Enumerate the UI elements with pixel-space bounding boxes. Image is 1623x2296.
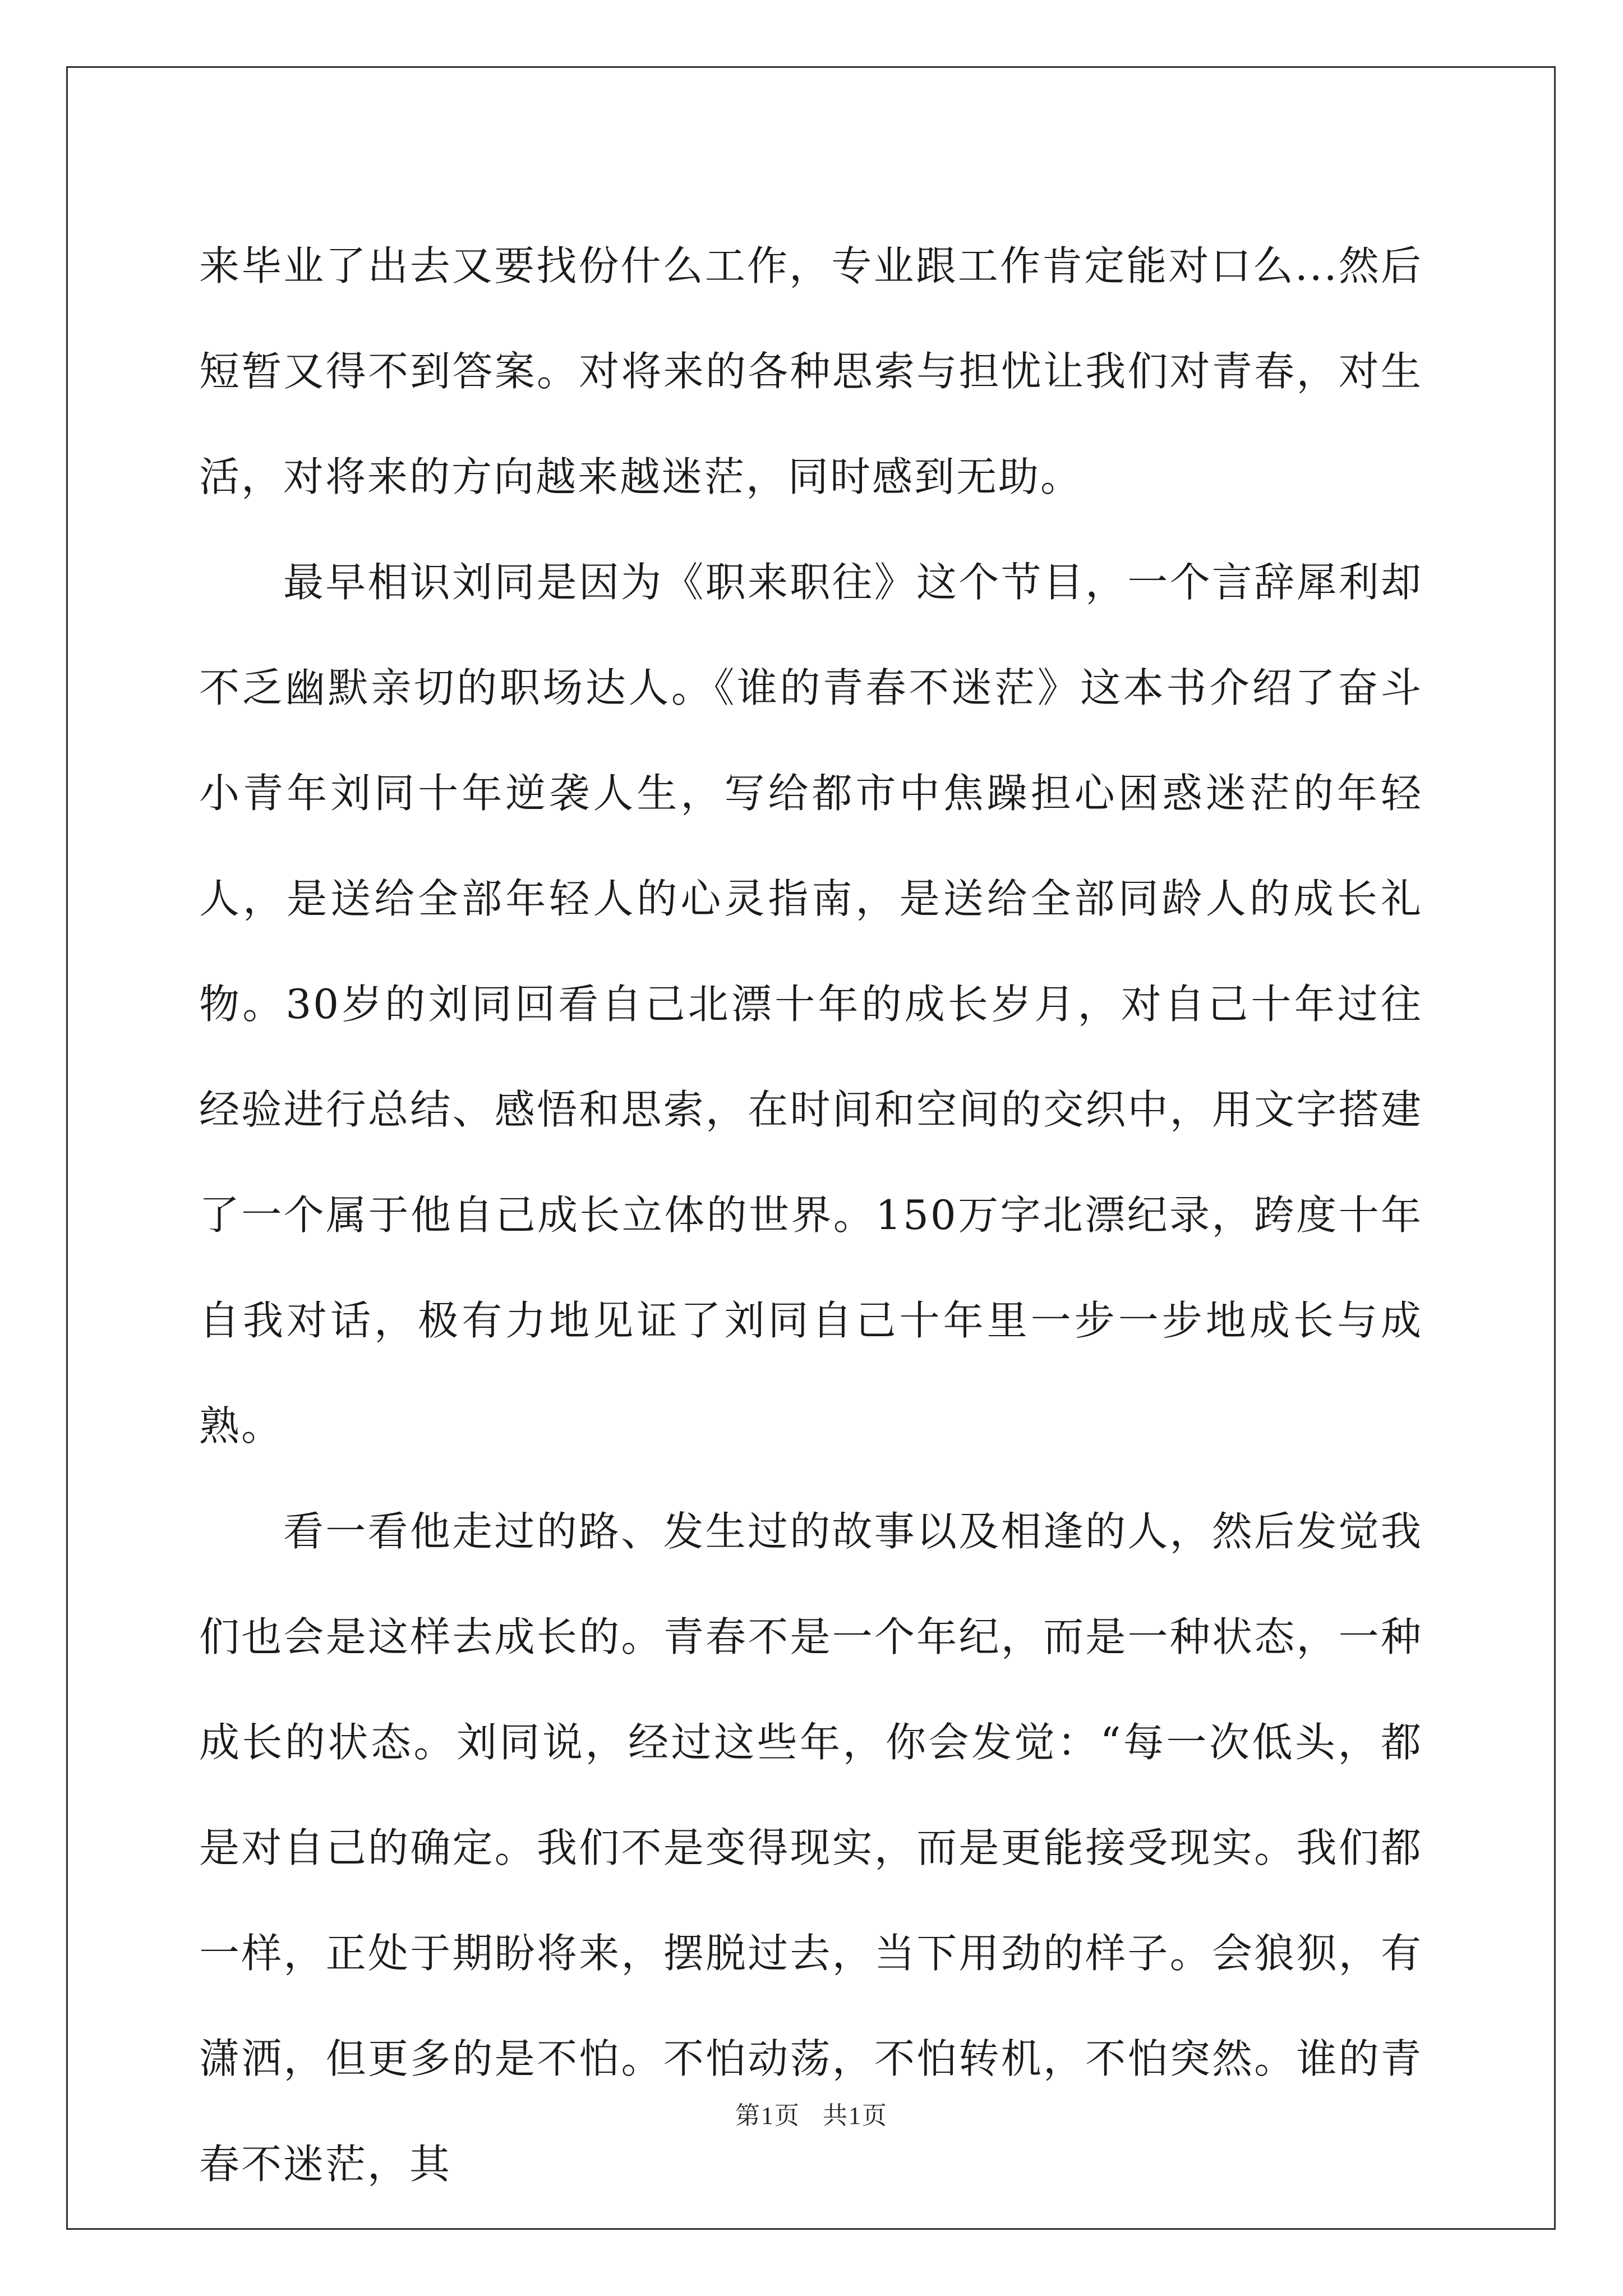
document-body bbox=[199, 213, 1423, 2217]
page-number-total: 共1页 bbox=[823, 2102, 888, 2129]
page-footer bbox=[0, 2095, 1623, 2131]
paragraph-2: 最早相识刘同是因为《职来职往》这个节目，一个言辞犀利却不乏幽默亲切的职场达人。《谁的青春不迷茫》这本书介绍了奋斗小青年刘同十年逆袭人生，写给都市中焦躁担心困惑迷茫的年轻人，是送给全部年轻人的心灵指南，是送给全部同龄人的成长礼物。30岁的刘同回看自己北漂十年的成长岁月，对自己十年过往经验进行总结、感悟和思索，在时间和空间的交织中，用文字搭建了一个属于他自己成长立体的世界。150万字北漂纪录，跨度十年自我对话，极有力地见证了刘同自己十年里一步一步地成长与成熟。 bbox=[199, 559, 1423, 1450]
paragraph-1: 来毕业了出去又要找份什么工作，专业跟工作肯定能对口么...然后短暂又得不到答案。对将来的各种思索与担忧让我们对青春，对生活，对将来的方向越来越迷茫，同时感到无助。 bbox=[199, 242, 1423, 500]
paragraph-3: 看一看他走过的路、发生过的故事以及相逢的人，然后发觉我们也会是这样去成长的。青春不是一个年纪，而是一种状态，一种成长的状态。刘同说，经过这些年，你会发觉：“每一次低头，都是对自己的确定。我们不是变得现实，而是更能接受现实。我们都一样，正处于期盼将来，摆脱过去，当下用劲的样子。会狼狈，有潇洒，但更多的是不怕。不怕动荡，不怕转机，不怕突然。谁的青春不迷茫，其 bbox=[199, 1508, 1423, 2188]
page-number-current: 第1页 bbox=[735, 2102, 800, 2129]
